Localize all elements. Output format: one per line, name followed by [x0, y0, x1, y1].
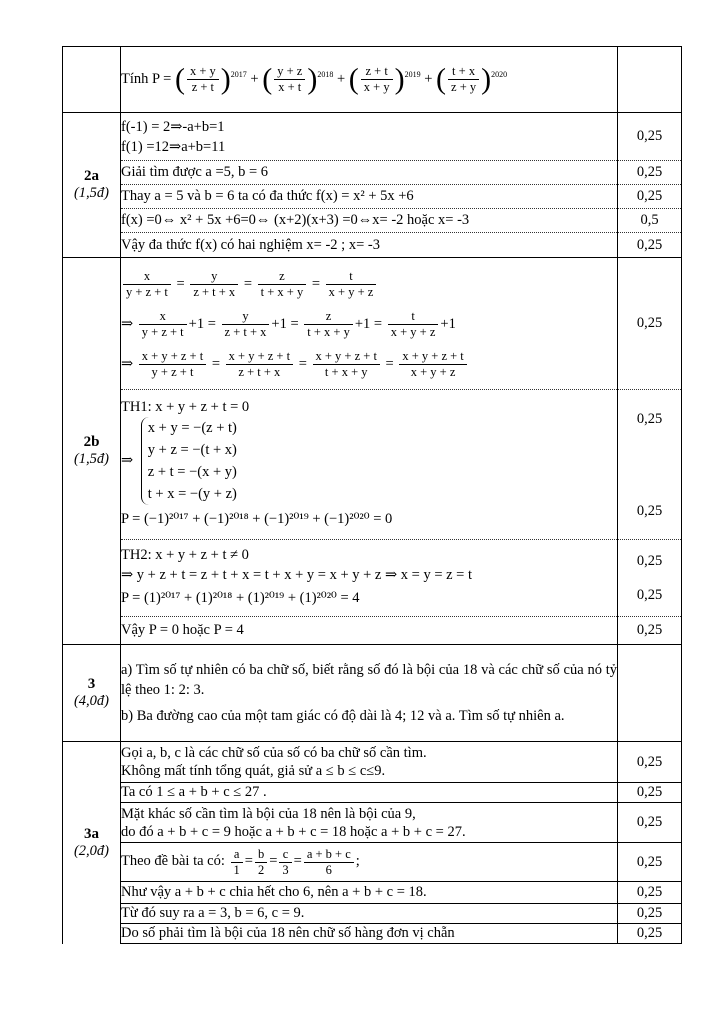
empty-label-cell [63, 47, 121, 113]
scores-2b-th2 [618, 540, 682, 617]
score-2a-5: 0,25 [618, 233, 682, 258]
p-term-4: $\frac{t + x}{z + y}$ [448, 64, 479, 95]
score-3a-4: 0,25 [618, 843, 682, 882]
content-3 [121, 645, 618, 742]
label-2a [63, 113, 121, 258]
row-2b-th1 [63, 390, 682, 540]
score-2a-1: 0,25 [618, 113, 682, 161]
row-2a-4 [63, 209, 682, 233]
text-3a-l6: Từ đó suy ra a = 3, b = 6, c = 9. [121, 904, 618, 924]
content-2b-th2 [121, 540, 618, 617]
label-2a-points: (1,5đ) [73, 185, 110, 201]
label-2b-id: 2b [83, 434, 100, 450]
row-3a-5 [63, 882, 682, 904]
row-3a-1 [63, 742, 682, 783]
text-2b-conclusion: Vậy P = 0 hoặc P = 4 [121, 617, 618, 645]
score-3a-6: 0,25 [618, 904, 682, 924]
score-2a-2: 0,25 [618, 161, 682, 185]
label-3-id: 3 [87, 676, 96, 692]
compute-p-cell [121, 47, 618, 113]
row-3a-2 [63, 783, 682, 803]
row-2a-5 [63, 233, 682, 258]
score-3a-2: 0,25 [618, 783, 682, 803]
label-3a-id: 3a [84, 825, 99, 842]
content-3a-4 [121, 843, 618, 882]
th1-p-result: P = (−1)²⁰¹⁷ + (−1)²⁰¹⁸ + (−1)²⁰¹⁹ + (−1)²⁰²⁰ = 0 [121, 510, 393, 527]
content-2a-1 [121, 113, 618, 161]
row-2a-1 [63, 113, 682, 161]
compute-p-formula: Tính P = ( $\frac{x + y}{z + t}$ )$^{2017}$ + ( $\frac{y + z}{x + t}$ )$^{2018}$ + ( $\frac{z + t}{x + y}$ )$^{2019}$ + ( $\frac{t + x}{z + y}$ )$^{2020}$ [121, 62, 508, 96]
content-3a-3 [121, 803, 618, 843]
text-2a-l1: f(-1) = 2⇒-a+b=1 [121, 118, 225, 135]
score-3a-3: 0,25 [618, 803, 682, 843]
th1-title: TH1: x + y + z + t = 0 [121, 398, 250, 415]
content-2b-th1 [121, 390, 618, 540]
empty-score-cell [618, 47, 682, 113]
score-2b-2: 0,25 [636, 410, 663, 427]
label-3-points: (4,0đ) [73, 693, 110, 709]
text-3a-l4: Theo đề bài ta có: $\frac{a}{1}$ = $\frac{b}{2}$ = $\frac{c}{3}$ = $\frac{a + b + c}{6}$ ; [121, 846, 360, 877]
label-3a-points: (2,0đ) [73, 842, 110, 859]
text-3a-l3a: Mặt khác số cần tìm là bội của 18 nên là bội của 9, [121, 805, 416, 822]
text-3a-l5: Như vậy a + b + c chia hết cho 6, nên a + b + c = 18. [121, 882, 618, 904]
th1-system: ⇒ x + y = −(z + t) y + z = −(t + x) z + t = −(x + y) t + x = −(y + z) [121, 417, 617, 505]
p-term-2: $\frac{y + z}{x + t}$ [274, 64, 305, 95]
label-3 [63, 645, 121, 742]
label-2b [63, 258, 121, 645]
text-3a-l2: Ta có 1 ≤ a + b + c ≤ 27 . [121, 783, 618, 803]
eq-2b-2: ⇒ $\frac{x}{y + z + t}$ +1 = $\frac{y}{z + t + x}$ +1 = $\frac{z}{t + x + y}$ +1 = $\frac{t}{x + y + z}$ +1 [121, 308, 456, 339]
score-3a-5: 0,25 [618, 882, 682, 904]
text-3a-l1b: Không mất tính tổng quát, giả sử a ≤ b ≤ c≤9. [121, 763, 386, 779]
score-2b-1: 0,25 [618, 258, 682, 390]
row-compute-p [63, 47, 682, 113]
row-3a-6 [63, 904, 682, 924]
text-2a-l4: Thay a = 5 và b = 6 ta có đa thức f(x) = x² + 5x +6 [121, 185, 618, 209]
score-2b-5: 0,25 [636, 587, 663, 603]
row-2a-2 [63, 161, 682, 185]
row-2b-th2 [63, 540, 682, 617]
th2-title: TH2: x + y + z + t ≠ 0 [121, 547, 249, 563]
p-term-1: $\frac{x + y}{z + t}$ [187, 64, 219, 95]
text-2a-l3: Giải tìm được a =5, b = 6 [121, 161, 618, 185]
text-2a-l2: f(1) =12⇒a+b=11 [121, 138, 226, 155]
content-3a-1 [121, 742, 618, 783]
row-2b-conclusion [63, 617, 682, 645]
th2-p-result: P = (1)²⁰¹⁷ + (1)²⁰¹⁸ + (1)²⁰¹⁹ + (1)²⁰²⁰ = 4 [121, 590, 360, 606]
eq-2b-1: $\frac{x}{y + z + t}$ = $\frac{y}{z + t + x}$ = $\frac{z}{t + x + y}$ = $\frac{t}{x + y + z}$ [121, 264, 617, 304]
score-3a-1: 0,25 [618, 742, 682, 783]
label-3a [63, 742, 121, 944]
row-3a-4 [63, 843, 682, 882]
eq-2b-3: ⇒ $\frac{x + y + z + t}{y + z + t}$ = $\frac{x + y + z + t}{z + t + x}$ = $\frac{x + y + z + t}{t + x + y}$ = $\frac{x + y + z + t}{x + y + z}$ [121, 344, 617, 384]
score-3a-7: 0,25 [618, 924, 682, 944]
score-2b-6: 0,25 [618, 617, 682, 645]
row-2a-3 [63, 185, 682, 209]
row-3a-7 [63, 924, 682, 944]
text-3a-l7: Do số phải tìm là bội của 18 nên chữ số hàng đơn vị chẵn [121, 924, 618, 944]
th2-line: ⇒ y + z + t = z + t + x = t + x + y = x + y + z ⇒ x = y = z = t [121, 567, 473, 583]
compute-p-intro: Tính P = [121, 70, 172, 87]
scores-2b-th1 [618, 390, 682, 540]
row-3a-3 [63, 803, 682, 843]
label-2a-id: 2a [84, 168, 99, 184]
score-2b-4: 0,25 [636, 553, 663, 569]
text-3a-l3b: do đó a + b + c = 9 hoặc a + b + c = 18 hoặc a + b + c = 27. [121, 823, 466, 840]
score-2a-4: 0,5 [618, 209, 682, 233]
text-2a-l5: f(x) =0⇔ x² + 5x +6=0⇔ (x+2)(x+3) =0⇔x= -2 hoặc x= -3 [121, 209, 618, 233]
problem-3b: b) Ba đường cao của một tam giác có độ dài là 4; 12 và a. Tìm số tự nhiên a. [121, 708, 565, 724]
row-3 [63, 645, 682, 742]
p-term-3: $\frac{z + t}{x + y}$ [361, 64, 393, 95]
row-2b-1 [63, 258, 682, 390]
empty-score-3 [618, 645, 682, 742]
text-2a-l6: Vậy đa thức f(x) có hai nghiệm x= -2 ; x= -3 [121, 233, 618, 258]
grading-table [62, 46, 682, 944]
problem-3a: a) Tìm số tự nhiên có ba chữ số, biết rằng số đó là bội của 18 và các chữ số của nó tỷ lệ theo 1: 2: 3. [121, 662, 617, 698]
text-3a-l1a: Gọi a, b, c là các chữ số của số có ba chữ số cần tìm. [121, 745, 427, 761]
score-2a-3: 0,25 [618, 185, 682, 209]
content-2b-1 [121, 258, 618, 390]
label-2b-points: (1,5đ) [73, 451, 110, 467]
score-2b-3: 0,25 [636, 502, 663, 519]
